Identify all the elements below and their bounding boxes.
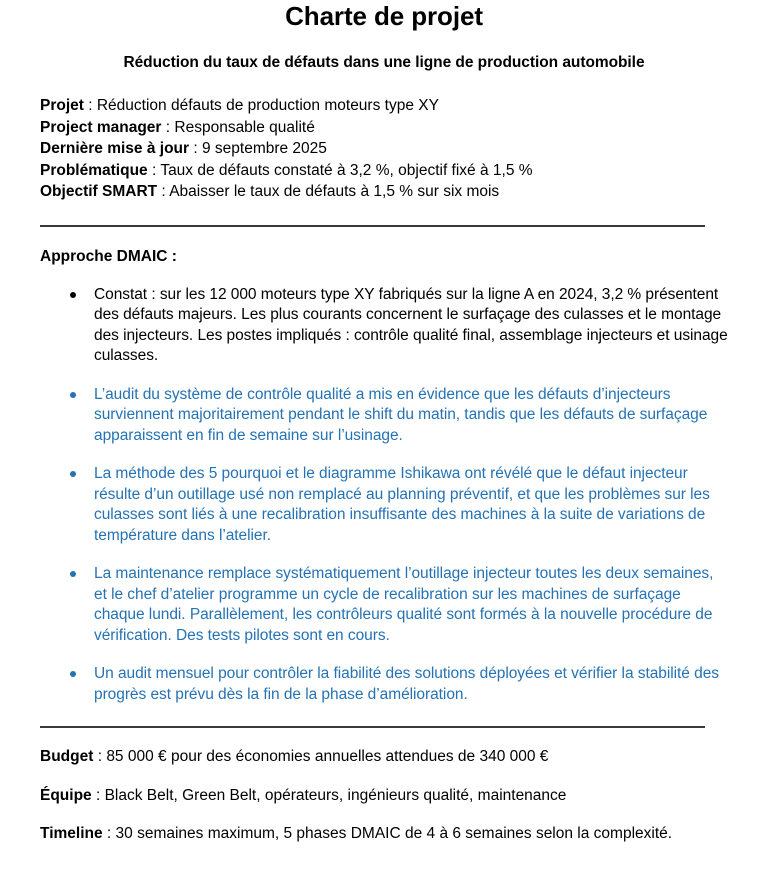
page-title: Charte de projet [285,1,483,31]
metadata-label: Projet [40,97,84,114]
bullet-icon [70,571,76,577]
bullet-icon [70,292,76,298]
metadata-row [40,181,728,203]
footer-value: 85 000 € pour des économies annuelles attendues de 340 000 € [106,748,549,765]
list-item-text: La maintenance remplace systématiquement l’outillage injecteur toutes les deux semaines, et le chef d’atelier programme un cycle de recalibration sur les machines de surfaçage chaque lundi. Parallèlement, les contrôleurs qualité sont formés à la nouvelle procédure de vérification. Des tests pilotes sont en cours. [94,565,714,644]
footer-separator: : [93,748,107,765]
footer-value: 30 semaines maximum, 5 phases DMAIC de 4 à 6 semaines selon la complexité. [115,825,673,842]
project-metadata [40,73,728,203]
footer-row [40,786,728,807]
bullet-icon [70,471,76,477]
metadata-separator: : [83,97,97,114]
footer-separator: : [91,786,105,804]
metadata-value: Taux de défauts constaté à 3,2 %, objectif fixé à 1,5 % [160,161,533,179]
metadata-value: Réduction défauts de production moteurs type XY [96,97,439,114]
list-item [40,385,728,447]
list-item-text: Un audit mensuel pour contrôler la fiabilité des solutions déployées et vérifier la stabilité des progrès est prévu dès la fin de la phase d’amélioration. [94,665,719,703]
list-item-text: L’audit du système de contrôle qualité a mis en évidence que les défauts d’injecteurs surviennent majoritairement pendant le shift du matin, tandis que les défauts de surfaçage apparaissent en fin de semaine sur l’usinage. [94,385,708,444]
footer-label: Équipe [40,786,92,804]
list-item [40,285,728,367]
metadata-separator: : [147,161,161,179]
footer-label: Budget [40,748,94,765]
list-item [40,464,728,546]
metadata-value: Responsable qualité [174,118,315,136]
footer-row [40,824,728,845]
metadata-value: 9 septembre 2025 [201,140,327,157]
dmaic-bullet-list [40,267,728,706]
footer-label: Timeline [40,825,103,842]
metadata-label: Dernière mise à jour [40,140,190,157]
bullet-icon [70,392,76,398]
bullet-icon [70,671,76,677]
page-subtitle: Réduction du taux de défauts dans une ligne de production automobile [123,54,645,71]
metadata-row [40,117,728,139]
footer-row [40,747,728,768]
list-item-text: Constat : sur les 12 000 moteurs type XY fabriqués sur la ligne A en 2024, 3,2 % présentent des défauts majeurs. Les plus courants concernent le surfaçage des culasses et le montage des injecteurs. Les postes impliqués : contrôle qualité final, assemblage injecteurs et usinage culasses. [94,285,728,364]
list-item-text: La méthode des 5 pourquoi et le diagramme Ishikawa ont révélé que le défaut injecteur résulte d’un outillage usé non remplacé au planning préventif, et que les problèmes sur les culasses sont liés à une recalibration insuffisante des machines à la suite de variations de température dans l’atelier. [94,465,710,544]
metadata-value: Abaisser le taux de défauts à 1,5 % sur six mois [169,183,500,200]
metadata-label: Objectif SMART [40,183,158,200]
metadata-label: Problématique [40,161,148,179]
footer-separator: : [102,825,116,842]
metadata-row [40,160,728,182]
metadata-separator: : [157,183,170,200]
metadata-separator: : [189,140,202,157]
approach-heading-separator: : [167,247,177,265]
list-item [40,664,728,705]
approach-heading-label: Approche DMAIC [40,247,168,265]
metadata-label: Project manager [40,118,162,136]
metadata-separator: : [161,118,175,136]
list-item [40,564,728,646]
metadata-row [40,138,728,160]
approach-heading [40,227,728,267]
footer-value: Black Belt, Green Belt, opérateurs, ingénieurs qualité, maintenance [104,786,567,804]
project-footer [40,728,728,845]
metadata-row [40,95,728,117]
